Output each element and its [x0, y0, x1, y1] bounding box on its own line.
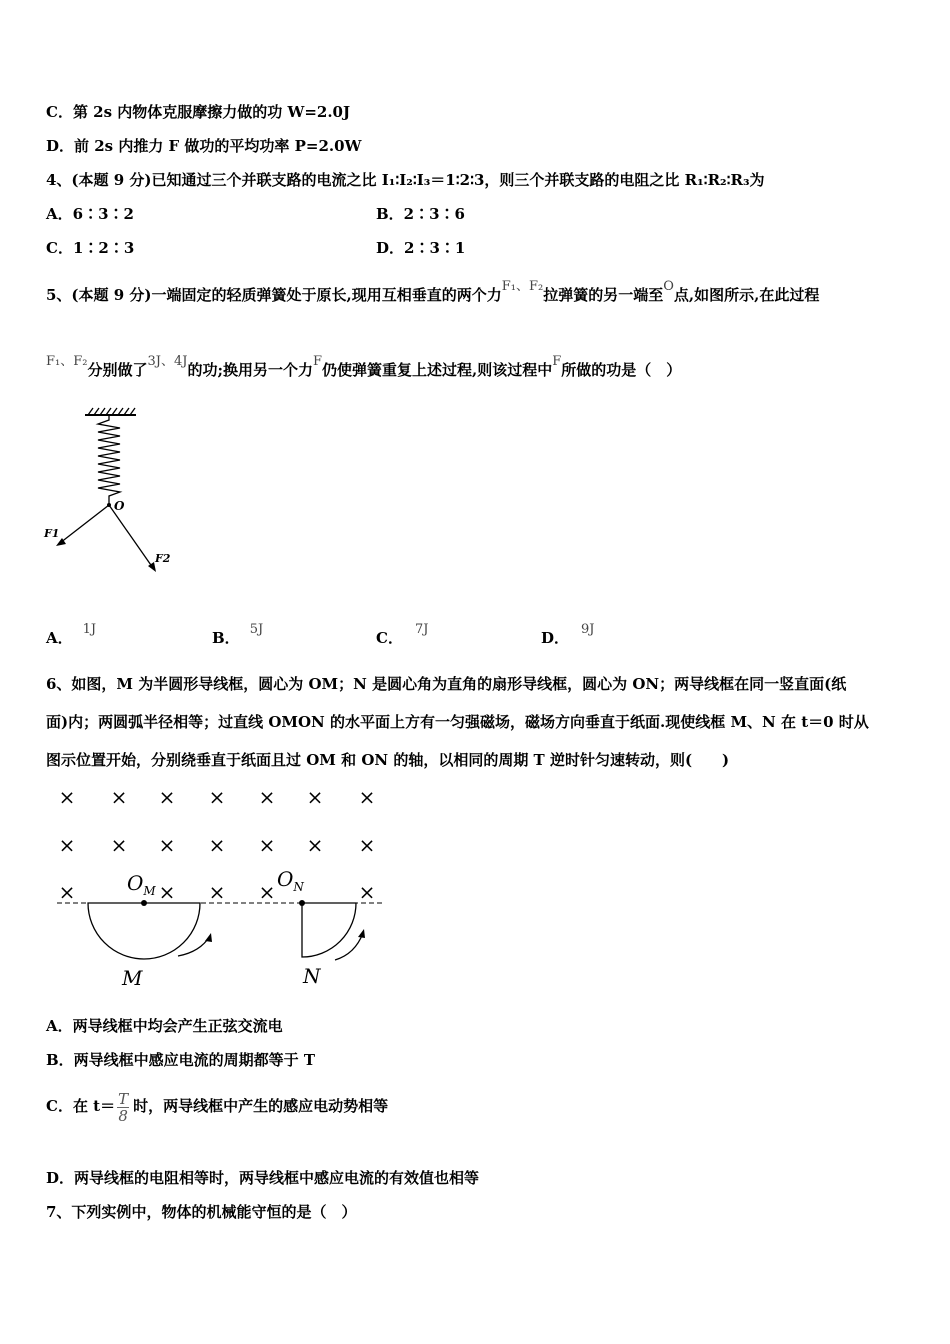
q5-stem-text-2: 拉弹簧的另一端至 [543, 286, 664, 304]
q5-forces-symbol-2: F₁、F₂ [46, 354, 88, 369]
on-center-dot [299, 900, 305, 906]
ceiling-hatch [88, 408, 135, 415]
fraction-denominator: 8 [118, 1106, 128, 1125]
svg-text:×: × [110, 785, 128, 809]
svg-text:×: × [110, 833, 128, 857]
svg-text:×: × [208, 833, 226, 857]
q6-option-a: A．两导线框中均会产生正弦交流电 [46, 1017, 283, 1035]
q6-option-c-pre: C．在 t＝ [46, 1097, 116, 1115]
svg-text:×: × [58, 785, 76, 809]
q6-stem-line1: 6、如图，M 为半圆形导线框，圆心为 OM；N 是圆心角为直角的扇形导线框，圆心为 ON；两导线框在同一竖直面(纸 [46, 675, 847, 693]
svg-text:×: × [306, 785, 324, 809]
q5-option-d-label: D． [541, 629, 570, 647]
point-o-label: O [114, 499, 125, 513]
frame-n-sector [302, 903, 356, 957]
q5-stem2-text-3: 仍使弹簧重复上述过程,则该过程中 [322, 361, 553, 379]
q5-option-a-label: A． [46, 629, 73, 647]
frame-m-label: M [122, 966, 143, 990]
svg-text:×: × [208, 880, 226, 904]
q7-stem: 7、下列实例中，物体的机械能守恒的是（ ） [46, 1203, 357, 1221]
svg-text:×: × [358, 880, 376, 904]
spring-figure [40, 400, 190, 585]
magnetic-field-crosses [59, 785, 376, 904]
q5-option-a [46, 622, 97, 650]
q5-point-symbol: O [663, 279, 674, 294]
m-rotation-arrow-head [205, 933, 212, 942]
svg-text:×: × [358, 785, 376, 809]
om-center-dot [141, 900, 147, 906]
q5-option-c-label: C． [376, 629, 403, 647]
q5-stem2-text-2: 的功;换用另一个力 [187, 361, 313, 379]
svg-text:×: × [158, 880, 176, 904]
q5-stem-text-3: 点,如图所示,在此过程 [673, 286, 820, 304]
f1-label: F1 [44, 527, 60, 540]
magnetic-field-figure [45, 780, 395, 995]
svg-text:×: × [258, 785, 276, 809]
q5-option-d [541, 622, 595, 650]
q4-option-b: B．2∶3∶6 [376, 205, 465, 223]
q6-option-c-post: 时，两导线框中产生的感应电动势相等 [133, 1097, 389, 1115]
q5-stem-line2 [46, 354, 682, 382]
q5-option-c [376, 622, 429, 650]
svg-text:×: × [306, 833, 324, 857]
svg-text:×: × [208, 785, 226, 809]
svg-text:×: × [58, 833, 76, 857]
q5-option-b-label: B． [212, 629, 240, 647]
f2-label: F2 [155, 552, 171, 565]
q4-option-a: A．6∶3∶2 [46, 205, 134, 223]
svg-text:×: × [358, 833, 376, 857]
q4-option-c: C．1∶2∶3 [46, 239, 135, 257]
q5-stem2-text-1: 分别做了 [87, 361, 148, 379]
svg-text:×: × [258, 833, 276, 857]
q6-stem-line3: 图示位置开始，分别绕垂直于纸面且过 OM 和 ON 的轴，以相同的周期 T 逆时针匀速转动，则( ) [46, 751, 730, 769]
q5-option-c-value: 7J [414, 622, 429, 637]
q5-option-d-value: 9J [581, 622, 595, 637]
frame-m-semicircle [88, 903, 200, 959]
t-over-8-fraction [117, 1091, 129, 1124]
q5-stem2-text-4: 所做的功是（ ） [561, 361, 682, 379]
q6-option-c [46, 1086, 388, 1126]
svg-text:×: × [58, 880, 76, 904]
q6-option-d: D．两导线框的电阻相等时，两导线框中感应电流的有效值也相等 [46, 1169, 480, 1187]
q4-option-d: D．2∶3∶1 [376, 239, 466, 257]
q6-stem-line2: 面)内；两圆弧半径相等；过直线 OMON 的水平面上方有一匀强磁场，磁场方向垂直于纸面.现使线框 M、N 在 t＝0 时从 [46, 713, 869, 731]
q5-option-b-value: 5J [249, 622, 264, 637]
q5-force-f: F [313, 354, 323, 369]
om-label: $O_M$ [127, 871, 156, 898]
q3-option-d: D．前 2s 内推力 F 做功的平均功率 P=2.0W [46, 137, 362, 155]
svg-text:×: × [158, 833, 176, 857]
on-label: $O_N$ [277, 867, 304, 894]
q5-option-b [212, 622, 264, 650]
m-rotation-arrow [178, 936, 210, 956]
fraction-numerator: T [118, 1089, 129, 1108]
q6-option-b: B．两导线框中感应电流的周期都等于 T [46, 1051, 316, 1069]
spring-coil [98, 415, 120, 505]
f1-arrow-line [60, 505, 109, 543]
svg-text:×: × [158, 785, 176, 809]
f2-arrow-line [109, 505, 153, 568]
n-rotation-arrow-head [358, 929, 365, 938]
q5-option-a-value: 1J [82, 622, 97, 637]
q3-option-c: C．第 2s 内物体克服摩擦力做的功 W=2.0J [46, 103, 351, 121]
svg-text:×: × [258, 880, 276, 904]
frame-n-label: N [303, 964, 321, 988]
q5-stem-line1 [46, 279, 820, 307]
q5-work-values: 3J、4J [147, 354, 188, 369]
q5-forces-symbol: F₁、F₂ [501, 279, 544, 294]
q5-stem-text-1: 5、(本题 9 分)一端固定的轻质弹簧处于原长,现用互相垂直的两个力 [46, 286, 502, 304]
q5-force-f-2: F [552, 354, 562, 369]
q4-stem: 4、(本题 9 分)已知通过三个并联支路的电流之比 I₁∶I₂∶I₃＝1∶2∶3，则三个并联支路的电阻之比 R₁∶R₂∶R₃为 [46, 171, 765, 189]
